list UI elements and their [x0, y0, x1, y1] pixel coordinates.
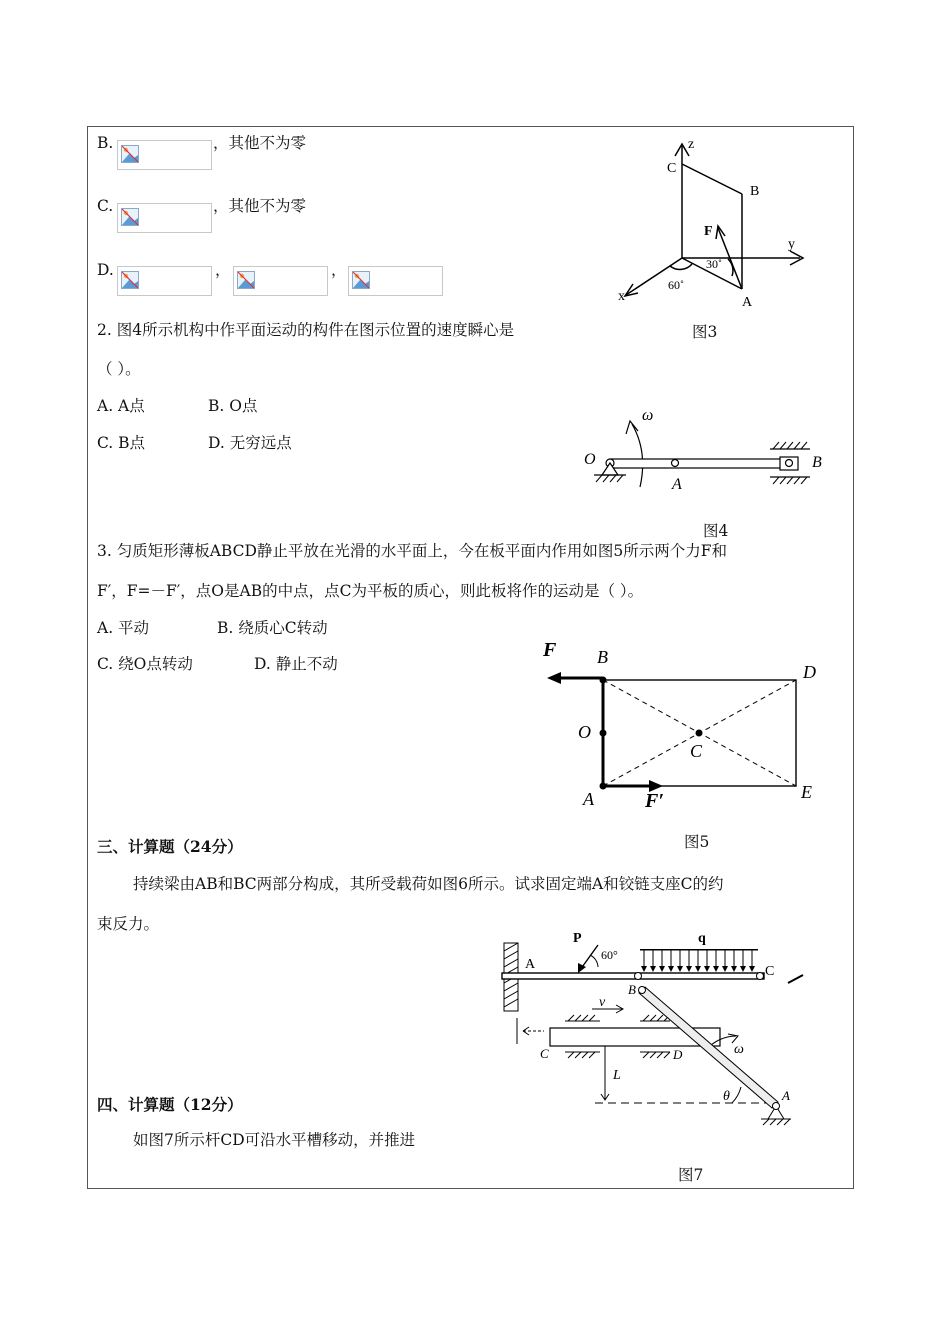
- q3-option-c: C. 绕O点转动: [97, 655, 193, 673]
- figure-7: [510, 982, 810, 1132]
- fig3-caption: 图3: [692, 323, 718, 341]
- q3-stem-line2: F′，F=－F′，点O是AB的中点，点C为平板的质心，则此板将作的运动是（ ）。: [97, 582, 644, 600]
- fig3-angle-30: 30˚: [706, 257, 722, 271]
- q1-option-c-tail: ，其他不为零: [213, 197, 307, 215]
- q1-option-b-tail: ，其他不为零: [213, 134, 307, 152]
- fig7-a-label: A: [782, 1088, 790, 1103]
- fig5-caption: 图5: [684, 833, 710, 851]
- fig7-omega-label: ω: [734, 1042, 744, 1057]
- fig7-l-label: L: [613, 1068, 621, 1083]
- fig5-c-label: C: [690, 741, 703, 761]
- section-4-title: 四、计算题（12分）: [97, 1095, 243, 1114]
- fig4-o-label: O: [584, 451, 596, 468]
- q2-option-d: D. 无穷远点: [208, 434, 292, 452]
- figure-5: [535, 630, 835, 815]
- fig3-b-label: B: [750, 184, 760, 199]
- fig7-c-label: C: [540, 1046, 549, 1061]
- q1-separator: ，: [331, 261, 347, 279]
- fig5-e-label: E: [801, 782, 812, 802]
- q2-blank: （ ）。: [97, 360, 141, 378]
- fig5-o-label: O: [578, 722, 591, 742]
- fig4-caption: 图4: [703, 522, 729, 540]
- figure-3: [600, 132, 820, 322]
- broken-image-icon: [121, 271, 139, 289]
- q1-option-d: D.: [97, 261, 114, 279]
- fig4-a-label: A: [672, 476, 682, 493]
- broken-image-icon: [121, 145, 139, 163]
- fig5-force-f: F: [543, 639, 557, 661]
- broken-image-placeholder: [117, 266, 212, 296]
- section-3-title: 三、计算题（24分）: [97, 837, 243, 856]
- fig3-angle-60: 60˚: [668, 278, 684, 292]
- fig3-c-label: C: [667, 161, 677, 176]
- broken-image-placeholder: [117, 140, 212, 170]
- q3-option-a: A. 平动: [97, 619, 150, 637]
- broken-image-placeholder: [117, 203, 212, 233]
- section-3-body-line2: 束反力。: [97, 915, 160, 933]
- fig6-c-label: C: [765, 964, 775, 979]
- broken-image-placeholder: [348, 266, 443, 296]
- fig6-angle-60: 60°: [601, 948, 618, 962]
- broken-image-icon: [237, 271, 255, 289]
- fig3-x-label: x: [618, 289, 625, 304]
- fig3-a-label: A: [742, 295, 753, 310]
- fig6-a-label: A: [525, 957, 536, 972]
- broken-image-placeholder: [233, 266, 328, 296]
- fig5-a-label: A: [583, 789, 594, 809]
- fig7-theta-label: θ: [723, 1089, 730, 1104]
- q1-option-c: C.: [97, 197, 114, 215]
- fig3-y-label: y: [788, 237, 795, 252]
- fig7-caption: 图7: [678, 1166, 704, 1184]
- fig4-b-label: B: [812, 454, 822, 471]
- q1-separator: ，: [215, 261, 231, 279]
- q2-option-b: B. O点: [208, 397, 258, 415]
- fig3-z-label: z: [688, 137, 695, 152]
- fig7-b-label: B: [628, 982, 636, 997]
- q2-option-a: A. A点: [97, 397, 145, 415]
- fig7-d-label: D: [673, 1047, 683, 1062]
- fig5-b-label: B: [597, 647, 608, 667]
- q1-option-b: B.: [97, 134, 114, 152]
- fig6-p-label: P: [573, 931, 582, 946]
- fig4-omega-label: ω: [642, 407, 654, 424]
- q3-option-b: B. 绕质心C转动: [217, 619, 328, 637]
- fig5-force-f-prime: F′: [645, 790, 664, 812]
- section-4-body: 如图7所示杆CD可沿水平槽移动，并推进: [133, 1131, 416, 1149]
- broken-image-icon: [352, 271, 370, 289]
- q3-option-d: D. 静止不动: [254, 655, 338, 673]
- fig5-d-label: D: [803, 662, 816, 682]
- fig7-v-label: v: [599, 995, 606, 1010]
- q2-stem: 2. 图4所示机构中作平面运动的构件在图示位置的速度瞬心是: [97, 321, 515, 339]
- section-3-body-line1: 持续梁由AB和BC两部分构成，其所受载荷如图6所示。试求固定端A和铰链支座C的约: [133, 875, 724, 893]
- fig3-f-label: F: [704, 224, 713, 239]
- figure-4: [580, 402, 830, 497]
- q3-stem-line1: 3. 匀质矩形薄板ABCD静止平放在光滑的水平面上，今在板平面内作用如图5所示两个力F和: [97, 542, 727, 560]
- fig6-q-label: q: [698, 931, 706, 946]
- broken-image-icon: [121, 208, 139, 226]
- q2-option-c: C. B点: [97, 434, 146, 452]
